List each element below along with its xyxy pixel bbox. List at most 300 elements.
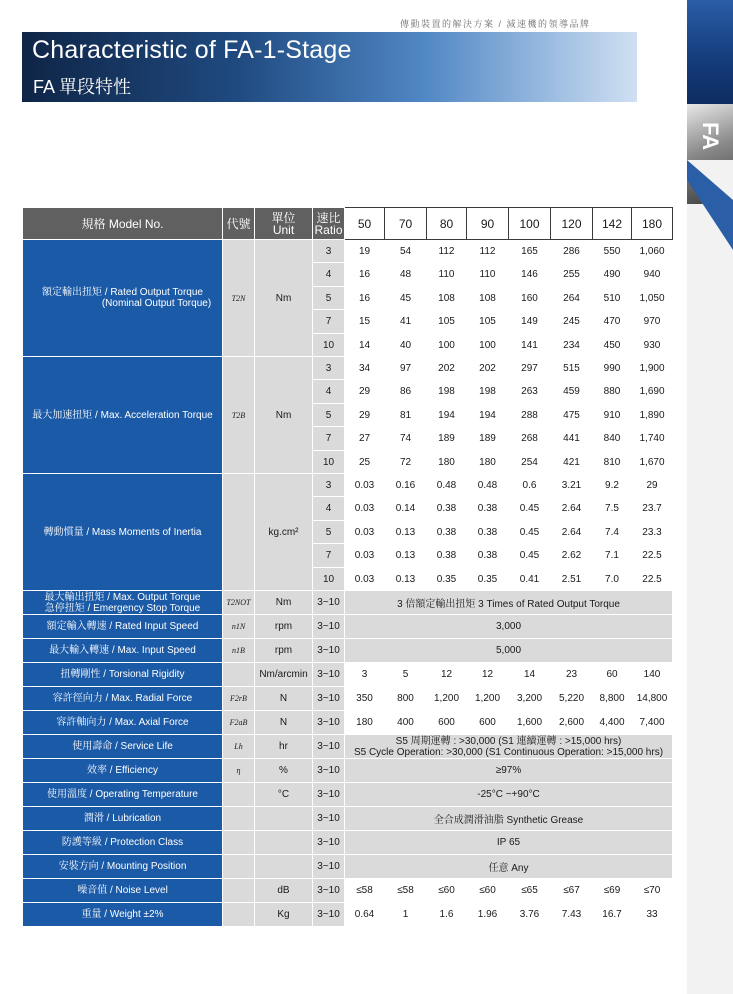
rated-output-torque-value: 41 — [385, 310, 427, 334]
max-acceleration-torque-ratio: 4 — [313, 380, 345, 404]
lubrication-symbol — [223, 807, 255, 831]
torsional-rigidity-value: 5 — [385, 663, 427, 687]
header-code: 代號 — [223, 208, 255, 240]
inertia-value: 0.45 — [509, 521, 551, 544]
protection-class-row — [23, 831, 673, 855]
noise-level-value: ≤60 — [427, 879, 467, 903]
max-radial-force-ratio: 3~10 — [313, 687, 345, 711]
inertia-value: 2.64 — [551, 521, 593, 544]
rated-output-torque-value: 48 — [385, 263, 427, 287]
max-radial-force-value: 8,800 — [593, 687, 632, 711]
rated-output-torque-value: 16 — [345, 263, 385, 287]
max-acceleration-torque-value: 202 — [467, 357, 509, 380]
inertia-label-text: 轉動慣量 / Mass Moments of Inertia — [43, 526, 202, 538]
rated-output-torque-value: 15 — [345, 310, 385, 334]
max-radial-force-value: 1,200 — [427, 687, 467, 711]
weight-value: 7.43 — [551, 903, 593, 927]
max-input-speed-ratio: 3~10 — [313, 639, 345, 663]
weight-value: 1.96 — [467, 903, 509, 927]
max-output-torque-symbol: T2NOT — [223, 591, 255, 615]
weight-value: 0.64 — [345, 903, 385, 927]
torsional-rigidity-value: 60 — [593, 663, 632, 687]
rated-output-torque-value: 940 — [632, 263, 673, 287]
rated-input-speed-symbol: n1N — [223, 615, 255, 639]
operating-temperature-label-text: 使用溫度 / Operating Temperature — [47, 789, 198, 800]
max-axial-force-ratio: 3~10 — [313, 711, 345, 735]
torsional-rigidity-row — [23, 663, 673, 687]
inertia-value: 0.35 — [467, 568, 509, 591]
protection-class-label — [23, 831, 223, 855]
inertia-value: 22.5 — [632, 544, 673, 568]
lubrication-label-text: 潤滑 / Lubrication — [83, 813, 162, 824]
rated-output-torque-value: 550 — [593, 240, 632, 263]
max-input-speed-label — [23, 639, 223, 663]
inertia-value: 0.38 — [467, 521, 509, 544]
max-acceleration-torque-value: 189 — [467, 427, 509, 451]
max-acceleration-torque-value: 1,670 — [632, 451, 673, 474]
max-input-speed-unit: rpm — [255, 639, 313, 663]
rated-output-torque-value: 160 — [509, 287, 551, 310]
max-acceleration-torque-value: 840 — [593, 427, 632, 451]
protection-class-symbol — [223, 831, 255, 855]
inertia-ratio: 10 — [313, 568, 345, 591]
inertia-symbol — [223, 474, 255, 591]
torsional-rigidity-unit: Nm/arcmin — [255, 663, 313, 687]
lubrication-value: 全合成潤滑油脂 Synthetic Grease — [345, 807, 673, 831]
max-acceleration-torque-row — [23, 357, 673, 380]
inertia-value: 0.45 — [509, 497, 551, 521]
brand-tagline: 傳動裝置的解決方案 / 減速機的領導品牌 — [400, 19, 591, 29]
inertia-value: 7.5 — [593, 497, 632, 521]
inertia-value: 0.35 — [427, 568, 467, 591]
inertia-value: 0.13 — [385, 544, 427, 568]
max-radial-force-value: 3,200 — [509, 687, 551, 711]
noise-level-value: ≤70 — [632, 879, 673, 903]
max-radial-force-value: 1,200 — [467, 687, 509, 711]
torsional-rigidity-value: 12 — [467, 663, 509, 687]
side-tab-blue — [687, 0, 733, 112]
max-output-torque-label-text-2: 急停扭矩 / Emergency Stop Torque — [44, 602, 201, 614]
max-acceleration-torque-label — [23, 357, 223, 474]
rated-input-speed-row — [23, 615, 673, 639]
rated-output-torque-value: 146 — [509, 263, 551, 287]
operating-temperature-symbol — [223, 783, 255, 807]
inertia-value: 0.48 — [467, 474, 509, 497]
inertia-value: 0.6 — [509, 474, 551, 497]
lubrication-label — [23, 807, 223, 831]
max-acceleration-torque-value: 810 — [593, 451, 632, 474]
inertia-row — [23, 474, 673, 497]
max-axial-force-value: 4,400 — [593, 711, 632, 735]
service-life-unit: hr — [255, 735, 313, 759]
rated-output-torque-value: 264 — [551, 287, 593, 310]
torsional-rigidity-value: 12 — [427, 663, 467, 687]
efficiency-label-text: 效率 / Efficiency — [87, 765, 158, 776]
max-radial-force-unit: N — [255, 687, 313, 711]
max-acceleration-torque-value: 180 — [467, 451, 509, 474]
noise-level-row — [23, 879, 673, 903]
max-acceleration-torque-ratio: 5 — [313, 404, 345, 427]
rated-output-torque-value: 1,060 — [632, 240, 673, 263]
header-unit-en: Unit — [272, 222, 295, 237]
weight-ratio: 3~10 — [313, 903, 345, 927]
rated-input-speed-value: 3,000 — [345, 615, 673, 639]
max-radial-force-row — [23, 687, 673, 711]
max-acceleration-torque-value: 198 — [427, 380, 467, 404]
inertia-value: 0.38 — [427, 544, 467, 568]
mounting-position-symbol — [223, 855, 255, 879]
inertia-value: 0.13 — [385, 521, 427, 544]
inertia-value: 2.51 — [551, 568, 593, 591]
weight-label — [23, 903, 223, 927]
service-life-value-en: S5 Cycle Operation: >30,000 (S1 Continuous Operation: >15,000 hrs) — [353, 746, 664, 758]
max-acceleration-torque-value: 86 — [385, 380, 427, 404]
header-unit-zh: 單位 — [271, 210, 296, 225]
rated-output-torque-ratio: 10 — [313, 334, 345, 357]
torsional-rigidity-label-text: 扭轉剛性 / Torsional Rigidity — [60, 669, 185, 680]
service-life-value — [345, 735, 673, 759]
operating-temperature-label — [23, 783, 223, 807]
header-model-90: 90 — [467, 208, 509, 240]
torsional-rigidity-value: 140 — [632, 663, 673, 687]
max-acceleration-torque-label-text: 最大加速扭矩 / Max. Acceleration Torque — [32, 409, 213, 421]
max-acceleration-torque-value: 475 — [551, 404, 593, 427]
rated-output-torque-value: 110 — [467, 263, 509, 287]
rated-output-torque-ratio: 4 — [313, 263, 345, 287]
max-axial-force-label-text: 容許軸向力 / Max. Axial Force — [56, 717, 189, 728]
rated-output-torque-ratio: 7 — [313, 310, 345, 334]
header-ratio-zh: 速比 — [316, 210, 341, 225]
max-acceleration-torque-value: 263 — [509, 380, 551, 404]
rated-output-torque-value: 19 — [345, 240, 385, 263]
noise-level-value: ≤69 — [593, 879, 632, 903]
rated-output-torque-value: 245 — [551, 310, 593, 334]
rated-output-torque-value: 165 — [509, 240, 551, 263]
header-model-120: 120 — [551, 208, 593, 240]
side-tab-diagonal — [687, 160, 733, 250]
inertia-value: 0.16 — [385, 474, 427, 497]
max-input-speed-symbol: n1B — [223, 639, 255, 663]
header-model-100: 100 — [509, 208, 551, 240]
weight-label-text: 重量 / Weight ±2% — [81, 909, 164, 920]
inertia-value: 7.1 — [593, 544, 632, 568]
header-model-70: 70 — [385, 208, 427, 240]
max-radial-force-value: 5,220 — [551, 687, 593, 711]
max-acceleration-torque-value: 97 — [385, 357, 427, 380]
protection-class-label-text: 防護等級 / Protection Class — [61, 837, 184, 848]
page-title: Characteristic of FA-1-Stage — [32, 36, 352, 64]
side-tab-label: FA — [698, 122, 723, 151]
max-axial-force-value: 2,600 — [551, 711, 593, 735]
protection-class-unit — [255, 831, 313, 855]
rated-output-torque-value: 970 — [632, 310, 673, 334]
max-axial-force-row — [23, 711, 673, 735]
service-life-label — [23, 735, 223, 759]
rated-output-torque-value: 16 — [345, 287, 385, 310]
service-life-value-zh: S5 周期運轉 : >30,000 (S1 連續運轉 : >15,000 hrs) — [395, 735, 622, 747]
max-acceleration-torque-value: 910 — [593, 404, 632, 427]
header-ratio — [313, 208, 345, 240]
max-output-torque-unit: Nm — [255, 591, 313, 615]
max-acceleration-torque-value: 74 — [385, 427, 427, 451]
max-output-torque-row — [23, 591, 673, 615]
max-acceleration-torque-ratio: 10 — [313, 451, 345, 474]
inertia-value: 0.45 — [509, 544, 551, 568]
rated-output-torque-ratio: 5 — [313, 287, 345, 310]
max-input-speed-value: 5,000 — [345, 639, 673, 663]
title-banner — [22, 32, 637, 102]
max-axial-force-value: 7,400 — [632, 711, 673, 735]
inertia-label — [23, 474, 223, 591]
max-axial-force-value: 1,600 — [509, 711, 551, 735]
service-life-ratio: 3~10 — [313, 735, 345, 759]
max-acceleration-torque-value: 459 — [551, 380, 593, 404]
rated-output-torque-value: 141 — [509, 334, 551, 357]
max-acceleration-torque-unit: Nm — [255, 357, 313, 474]
rated-output-torque-value: 470 — [593, 310, 632, 334]
inertia-value: 29 — [632, 474, 673, 497]
header-unit — [255, 208, 313, 240]
rated-output-torque-label — [23, 240, 223, 357]
weight-value: 3.76 — [509, 903, 551, 927]
rated-output-torque-row — [23, 240, 673, 263]
service-life-symbol: Lh — [223, 735, 255, 759]
mounting-position-ratio: 3~10 — [313, 855, 345, 879]
rated-output-torque-value: 108 — [427, 287, 467, 310]
max-radial-force-value: 14,800 — [632, 687, 673, 711]
rated-output-torque-label-text: 額定輸出扭矩 / Rated Output Torque — [42, 287, 203, 298]
efficiency-row — [23, 759, 673, 783]
rated-output-torque-value: 450 — [593, 334, 632, 357]
inertia-ratio: 5 — [313, 521, 345, 544]
inertia-value: 0.03 — [345, 568, 385, 591]
max-acceleration-torque-value: 515 — [551, 357, 593, 380]
torsional-rigidity-value: 14 — [509, 663, 551, 687]
rated-input-speed-ratio: 3~10 — [313, 615, 345, 639]
max-acceleration-torque-value: 254 — [509, 451, 551, 474]
max-axial-force-value: 600 — [427, 711, 467, 735]
max-axial-force-value: 180 — [345, 711, 385, 735]
torsional-rigidity-value: 3 — [345, 663, 385, 687]
rated-output-torque-value: 490 — [593, 263, 632, 287]
rated-output-torque-value: 1,050 — [632, 287, 673, 310]
mounting-position-label — [23, 855, 223, 879]
efficiency-unit: % — [255, 759, 313, 783]
max-acceleration-torque-value: 1,690 — [632, 380, 673, 404]
inertia-value: 0.14 — [385, 497, 427, 521]
max-acceleration-torque-value: 1,900 — [632, 357, 673, 380]
inertia-value: 7.4 — [593, 521, 632, 544]
max-output-torque-label — [23, 591, 223, 615]
max-radial-force-label-text: 容許徑向力 / Max. Radial Force — [52, 693, 193, 704]
max-acceleration-torque-value: 25 — [345, 451, 385, 474]
noise-level-value: ≤60 — [467, 879, 509, 903]
inertia-unit: kg.cm² — [255, 474, 313, 591]
efficiency-label — [23, 759, 223, 783]
header-model: 規格 Model No. — [23, 208, 223, 240]
rated-output-torque-value: 112 — [427, 240, 467, 263]
max-acceleration-torque-value: 29 — [345, 404, 385, 427]
lubrication-unit — [255, 807, 313, 831]
inertia-value: 0.03 — [345, 474, 385, 497]
mounting-position-label-text: 安裝方向 / Mounting Position — [58, 861, 187, 872]
rated-output-torque-value: 149 — [509, 310, 551, 334]
header-ratio-en: Ratio — [314, 222, 343, 237]
max-axial-force-value: 400 — [385, 711, 427, 735]
rated-input-speed-label — [23, 615, 223, 639]
inertia-value: 0.38 — [427, 497, 467, 521]
inertia-value: 22.5 — [632, 568, 673, 591]
efficiency-ratio: 3~10 — [313, 759, 345, 783]
max-radial-force-symbol: F2rB — [223, 687, 255, 711]
service-life-label-text: 使用壽命 / Service Life — [72, 741, 173, 752]
max-acceleration-torque-value: 421 — [551, 451, 593, 474]
rated-output-torque-value: 234 — [551, 334, 593, 357]
inertia-ratio: 4 — [313, 497, 345, 521]
weight-symbol — [223, 903, 255, 927]
torsional-rigidity-ratio: 3~10 — [313, 663, 345, 687]
inertia-value: 0.03 — [345, 521, 385, 544]
max-acceleration-torque-value: 34 — [345, 357, 385, 380]
weight-value: 1 — [385, 903, 427, 927]
max-acceleration-torque-value: 194 — [427, 404, 467, 427]
inertia-value: 9.2 — [593, 474, 632, 497]
rated-output-torque-value: 930 — [632, 334, 673, 357]
max-output-torque-label-text: 最大輸出扭矩 / Max. Output Torque — [44, 591, 201, 603]
rated-input-speed-unit: rpm — [255, 615, 313, 639]
rated-input-speed-label-text: 額定輸入轉速 / Rated Input Speed — [46, 621, 199, 632]
noise-level-label-text: 噪音值 / Noise Level — [77, 885, 168, 896]
max-acceleration-torque-value: 189 — [427, 427, 467, 451]
inertia-value: 0.03 — [345, 497, 385, 521]
noise-level-ratio: 3~10 — [313, 879, 345, 903]
inertia-value: 23.3 — [632, 521, 673, 544]
efficiency-value: ≥97% — [345, 759, 673, 783]
torsional-rigidity-value: 23 — [551, 663, 593, 687]
max-acceleration-torque-value: 194 — [467, 404, 509, 427]
inertia-value: 0.48 — [427, 474, 467, 497]
max-axial-force-label — [23, 711, 223, 735]
rated-output-torque-label-sub: (Nominal Output Torque) — [101, 298, 212, 309]
max-acceleration-torque-value: 81 — [385, 404, 427, 427]
rated-output-torque-value: 108 — [467, 287, 509, 310]
inertia-value: 7.0 — [593, 568, 632, 591]
rated-output-torque-ratio: 3 — [313, 240, 345, 263]
weight-value: 33 — [632, 903, 673, 927]
mounting-position-value: 任意 Any — [345, 855, 673, 879]
weight-row — [23, 903, 673, 927]
rated-output-torque-value: 54 — [385, 240, 427, 263]
max-acceleration-torque-value: 29 — [345, 380, 385, 404]
header-model-180: 180 — [632, 208, 673, 240]
operating-temperature-ratio: 3~10 — [313, 783, 345, 807]
protection-class-value: IP 65 — [345, 831, 673, 855]
max-acceleration-torque-value: 297 — [509, 357, 551, 380]
noise-level-label — [23, 879, 223, 903]
header-model-50: 50 — [345, 208, 385, 240]
rated-output-torque-value: 110 — [427, 263, 467, 287]
inertia-value: 0.38 — [427, 521, 467, 544]
rated-output-torque-value: 45 — [385, 287, 427, 310]
efficiency-symbol: η — [223, 759, 255, 783]
mounting-position-row — [23, 855, 673, 879]
max-acceleration-torque-value: 1,740 — [632, 427, 673, 451]
lubrication-ratio: 3~10 — [313, 807, 345, 831]
max-output-torque-value: 3 倍額定輸出扭矩 3 Times of Rated Output Torque — [345, 591, 673, 615]
noise-level-value: ≤58 — [345, 879, 385, 903]
noise-level-value: ≤58 — [385, 879, 427, 903]
inertia-value: 0.13 — [385, 568, 427, 591]
weight-value: 16.7 — [593, 903, 632, 927]
rated-output-torque-value: 255 — [551, 263, 593, 287]
rated-output-torque-value: 40 — [385, 334, 427, 357]
mounting-position-unit — [255, 855, 313, 879]
noise-level-value: ≤65 — [509, 879, 551, 903]
max-acceleration-torque-value: 180 — [427, 451, 467, 474]
max-acceleration-torque-value: 72 — [385, 451, 427, 474]
torsional-rigidity-symbol — [223, 663, 255, 687]
rated-output-torque-symbol: T2N — [223, 240, 255, 357]
max-acceleration-torque-value: 198 — [467, 380, 509, 404]
max-acceleration-torque-value: 27 — [345, 427, 385, 451]
inertia-ratio: 3 — [313, 474, 345, 497]
spec-table — [22, 207, 673, 927]
max-radial-force-value: 800 — [385, 687, 427, 711]
header-row — [23, 208, 673, 240]
inertia-value: 23.7 — [632, 497, 673, 521]
max-acceleration-torque-ratio: 3 — [313, 357, 345, 380]
max-acceleration-torque-symbol: T2B — [223, 357, 255, 474]
lubrication-row — [23, 807, 673, 831]
rated-output-torque-value: 286 — [551, 240, 593, 263]
protection-class-ratio: 3~10 — [313, 831, 345, 855]
noise-level-unit: dB — [255, 879, 313, 903]
header-model-142: 142 — [593, 208, 632, 240]
max-acceleration-torque-value: 202 — [427, 357, 467, 380]
max-acceleration-torque-value: 288 — [509, 404, 551, 427]
rated-output-torque-value: 510 — [593, 287, 632, 310]
max-radial-force-value: 350 — [345, 687, 385, 711]
max-axial-force-value: 600 — [467, 711, 509, 735]
max-acceleration-torque-value: 1,890 — [632, 404, 673, 427]
rated-output-torque-value: 105 — [467, 310, 509, 334]
max-axial-force-unit: N — [255, 711, 313, 735]
rated-output-torque-unit: Nm — [255, 240, 313, 357]
inertia-value: 2.64 — [551, 497, 593, 521]
inertia-value: 0.38 — [467, 544, 509, 568]
max-input-speed-label-text: 最大輸入轉速 / Max. Input Speed — [49, 645, 196, 656]
max-acceleration-torque-value: 880 — [593, 380, 632, 404]
inertia-value: 3.21 — [551, 474, 593, 497]
operating-temperature-value: -25°C ~+90°C — [345, 783, 673, 807]
torsional-rigidity-label — [23, 663, 223, 687]
service-life-row — [23, 735, 673, 759]
inertia-ratio: 7 — [313, 544, 345, 568]
noise-level-value: ≤67 — [551, 879, 593, 903]
rated-output-torque-value: 100 — [467, 334, 509, 357]
max-acceleration-torque-value: 990 — [593, 357, 632, 380]
rated-output-torque-value: 105 — [427, 310, 467, 334]
inertia-value: 0.41 — [509, 568, 551, 591]
max-acceleration-torque-value: 268 — [509, 427, 551, 451]
max-acceleration-torque-ratio: 7 — [313, 427, 345, 451]
max-input-speed-row — [23, 639, 673, 663]
max-acceleration-torque-value: 441 — [551, 427, 593, 451]
max-axial-force-symbol: F2aB — [223, 711, 255, 735]
operating-temperature-row — [23, 783, 673, 807]
operating-temperature-unit: °C — [255, 783, 313, 807]
max-output-torque-ratio: 3~10 — [313, 591, 345, 615]
